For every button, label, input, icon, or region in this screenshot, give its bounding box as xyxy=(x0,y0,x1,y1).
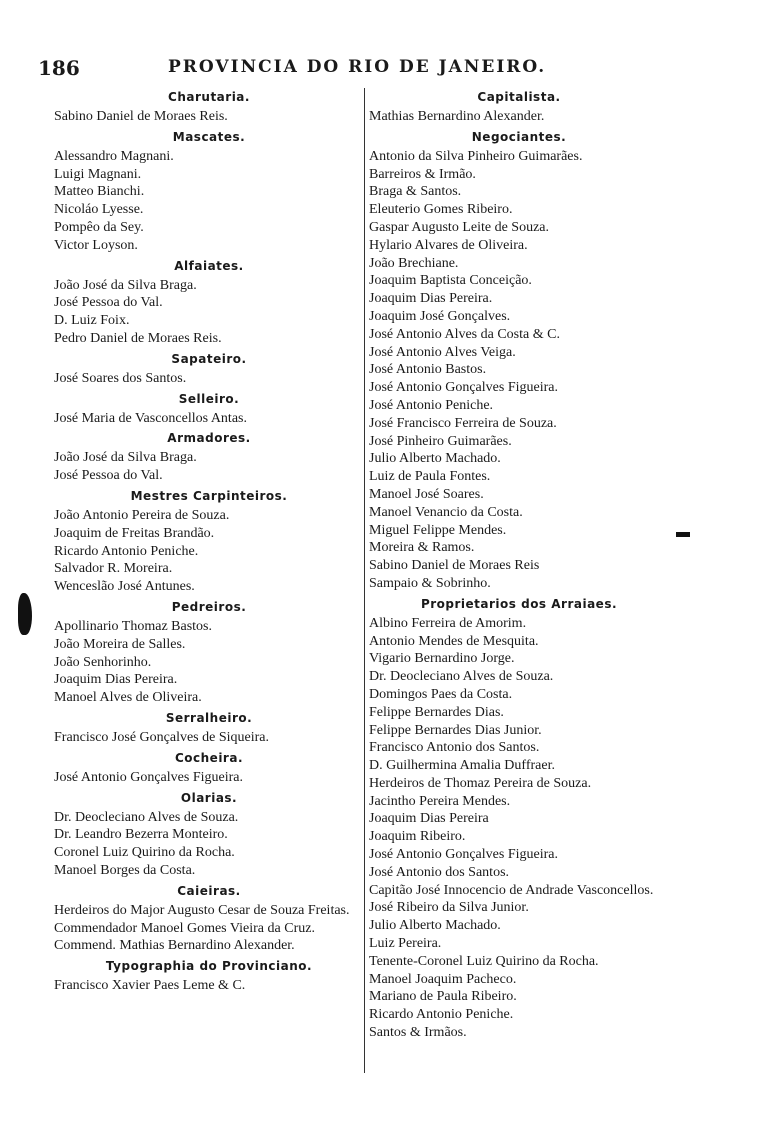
section-heading: Pedreiros. xyxy=(171,599,247,614)
directory-entry: Manoel José Soares. xyxy=(369,486,484,502)
section-heading: Capitalista. xyxy=(477,90,561,104)
directory-entry: José Antonio Peniche. xyxy=(369,397,494,413)
directory-entry: Domingos Paes da Costa. xyxy=(369,686,513,702)
directory-entry: Francisco José Gonçalves de Siqueira. xyxy=(54,729,269,745)
directory-entry: Commendador Manoel Gomes Vieira da Cruz. xyxy=(54,920,315,936)
directory-entry: Jacintho Pereira Mendes. xyxy=(369,793,511,809)
directory-entry: Joaquim José Gonçalves. xyxy=(369,308,511,324)
directory-entry: José Antonio Gonçalves Figueira. xyxy=(369,847,558,863)
directory-entry: Apollinario Thomaz Bastos. xyxy=(54,618,212,634)
directory-entry: Mathias Bernardino Alexander. xyxy=(369,109,545,124)
section-negociantes xyxy=(369,129,669,593)
directory-entry: José Pessoa do Val. xyxy=(54,295,163,311)
page-title: PROVINCIA DO RIO DE JANEIRO. xyxy=(168,57,547,77)
directory-entry: Ricardo Antonio Peniche. xyxy=(369,1007,514,1023)
directory-entry: Francisco Xavier Paes Leme & C. xyxy=(54,978,246,994)
directory-entry: Joaquim Dias Pereira xyxy=(369,811,489,827)
section-caieiras xyxy=(54,883,364,955)
directory-entry: Felippe Bernardes Dias. xyxy=(369,704,504,720)
directory-entry: Manoel Borges da Costa. xyxy=(54,862,196,878)
section-heading: Selleiro. xyxy=(178,391,240,406)
directory-entry: João José da Silva Braga. xyxy=(54,450,197,466)
directory-entry: Matteo Bianchi. xyxy=(54,184,145,200)
directory-entry: Vigario Bernardino Jorge. xyxy=(369,651,515,667)
section-heading: Cocheira. xyxy=(174,750,244,765)
directory-entry: Francisco Antonio dos Santos. xyxy=(369,740,540,756)
section-heading: Alfaiates. xyxy=(174,258,244,273)
directory-entry: José Antonio Gonçalves Figueira. xyxy=(54,769,243,785)
section-olarias xyxy=(54,790,364,880)
directory-entry: João Antonio Pereira de Souza. xyxy=(54,507,230,523)
section-heading: Olarias. xyxy=(180,790,238,805)
directory-entry: Alessandro Magnani. xyxy=(54,148,174,164)
section-serralheiro xyxy=(54,710,364,747)
directory-entry: João Moreira de Salles. xyxy=(54,636,186,652)
directory-entry: José Pessoa do Val. xyxy=(54,468,163,484)
directory-entry: João José da Silva Braga. xyxy=(54,277,197,293)
section-heading: Serralheiro. xyxy=(165,710,253,725)
section-heading: Mascates. xyxy=(172,129,246,144)
section-proprietarios-dos-arraiaes xyxy=(369,596,669,1042)
directory-entry: José Soares dos Santos. xyxy=(54,370,187,386)
section-heading: Caieiras. xyxy=(177,883,241,898)
section-selleiro xyxy=(54,391,364,428)
section-heading: Proprietarios dos Arraiaes. xyxy=(420,596,618,611)
directory-entry: José Antonio Alves da Costa & C. xyxy=(369,326,560,342)
directory-entry: Capitão José Innocencio de Andrade Vasconcellos. xyxy=(369,882,654,898)
directory-entry: D. Guilhermina Amalia Duffraer. xyxy=(369,758,555,774)
directory-entry: Pedro Daniel de Moraes Reis. xyxy=(54,330,222,346)
directory-entry: Dr. Deocleciano Alves de Souza. xyxy=(54,809,239,825)
page-number: 186 xyxy=(38,56,80,80)
directory-entry: Felippe Bernardes Dias Junior. xyxy=(369,722,542,738)
directory-entry: Nicoláo Lyesse. xyxy=(54,202,144,218)
directory-entry: Sampaio & Sobrinho. xyxy=(369,575,491,591)
directory-entry: Dr. Deocleciano Alves de Souza. xyxy=(369,669,554,685)
section-heading: Mestres Carpinteiros. xyxy=(130,488,288,503)
directory-entry: Joaquim Dias Pereira. xyxy=(54,672,178,688)
section-heading: Sapateiro. xyxy=(171,351,247,366)
section-sapateiro xyxy=(54,351,364,388)
directory-entry: Dr. Leandro Bezerra Monteiro. xyxy=(54,827,228,843)
ink-blot xyxy=(18,593,32,635)
directory-entry: Sabino Daniel de Moraes Reis xyxy=(369,558,540,574)
directory-entry: José Maria de Vasconcellos Antas. xyxy=(54,410,247,426)
section-heading: Typographia do Provinciano. xyxy=(105,959,313,974)
directory-entry: Herdeiros do Major Augusto Cesar de Souza Freitas. xyxy=(54,902,350,918)
section-charutaria xyxy=(54,89,364,126)
directory-entry: José Antonio Gonçalves Figueira. xyxy=(369,380,558,396)
directory-entry: Albino Ferreira de Amorim. xyxy=(369,615,527,631)
directory-entry: Pompêo da Sey. xyxy=(54,219,144,235)
directory-entry: José Francisco Ferreira de Souza. xyxy=(369,415,557,431)
directory-entry: José Antonio dos Santos. xyxy=(369,864,510,880)
directory-entry: José Antonio Alves Veiga. xyxy=(369,344,516,360)
directory-entry: Antonio Mendes de Mesquita. xyxy=(369,633,539,649)
directory-entry: Joaquim Baptista Conceição. xyxy=(369,273,532,289)
directory-entry: Manoel Alves de Oliveira. xyxy=(54,690,202,706)
directory-entry: Joaquim Ribeiro. xyxy=(369,829,466,845)
directory-entry: Coronel Luiz Quirino da Rocha. xyxy=(54,845,235,861)
directory-entry: Barreiros & Irmão. xyxy=(369,166,476,182)
directory-entry: José Ribeiro da Silva Junior. xyxy=(369,900,529,916)
section-pedreiros xyxy=(54,599,364,707)
directory-entry: Joaquim de Freitas Brandão. xyxy=(54,525,215,541)
page-header xyxy=(38,56,558,82)
directory-entry: Commend. Mathias Bernardino Alexander. xyxy=(54,938,295,954)
directory-entry: João Senhorinho. xyxy=(54,654,152,670)
directory-entry: Braga & Santos. xyxy=(369,184,462,200)
directory-entry: José Antonio Bastos. xyxy=(369,362,487,378)
directory-entry: Antonio da Silva Pinheiro Guimarães. xyxy=(369,148,583,164)
directory-entry: Joaquim Dias Pereira. xyxy=(369,291,493,307)
directory-entry: Manoel Joaquim Pacheco. xyxy=(369,971,517,987)
right-column xyxy=(369,86,669,1042)
directory-entry: Wenceslão José Antunes. xyxy=(54,579,195,595)
section-heading: Charutaria. xyxy=(168,90,250,104)
directory-entry: Manoel Venancio da Costa. xyxy=(369,504,523,520)
directory-entry: D. Luiz Foix. xyxy=(54,313,130,329)
directory-entry: Tenente-Coronel Luiz Quirino da Rocha. xyxy=(369,953,599,969)
directory-entry: Eleuterio Gomes Ribeiro. xyxy=(369,202,513,218)
section-heading: Armadores. xyxy=(167,431,251,446)
directory-entry: Miguel Felippe Mendes. xyxy=(369,522,507,538)
directory-entry: Victor Loyson. xyxy=(54,237,138,253)
section-mestres-carpinteiros xyxy=(54,488,364,596)
column-divider xyxy=(364,88,365,1073)
directory-entry: Luigi Magnani. xyxy=(54,166,142,182)
directory-entry: Santos & Irmãos. xyxy=(369,1025,467,1041)
section-cocheira xyxy=(54,750,364,787)
directory-entry: Herdeiros de Thomaz Pereira de Souza. xyxy=(369,775,592,791)
directory-entry: Salvador R. Moreira. xyxy=(54,561,173,577)
section-typographia-do-provinciano xyxy=(54,958,364,995)
directory-entry: Mariano de Paula Ribeiro. xyxy=(369,989,517,1005)
directory-entry: Gaspar Augusto Leite de Souza. xyxy=(369,219,550,235)
directory-entry: Luiz Pereira. xyxy=(369,936,442,952)
directory-entry: Ricardo Antonio Peniche. xyxy=(54,543,199,559)
section-capitalista xyxy=(369,89,669,126)
directory-entry: Hylario Alvares de Oliveira. xyxy=(369,237,528,253)
directory-entry: José Pinheiro Guimarães. xyxy=(369,433,512,449)
directory-entry: João Brechiane. xyxy=(369,255,459,271)
directory-entry: Sabino Daniel de Moraes Reis. xyxy=(54,109,228,124)
directory-entry: Luiz de Paula Fontes. xyxy=(369,469,491,485)
section-heading: Negociantes. xyxy=(471,129,567,144)
directory-entry: Julio Alberto Machado. xyxy=(369,451,501,467)
section-armadores xyxy=(54,430,364,485)
directory-entry: Moreira & Ramos. xyxy=(369,540,475,556)
section-alfaiates xyxy=(54,258,364,348)
section-mascates xyxy=(54,129,364,255)
left-column xyxy=(54,86,364,995)
ink-mark xyxy=(676,532,690,537)
directory-entry: Julio Alberto Machado. xyxy=(369,918,501,934)
